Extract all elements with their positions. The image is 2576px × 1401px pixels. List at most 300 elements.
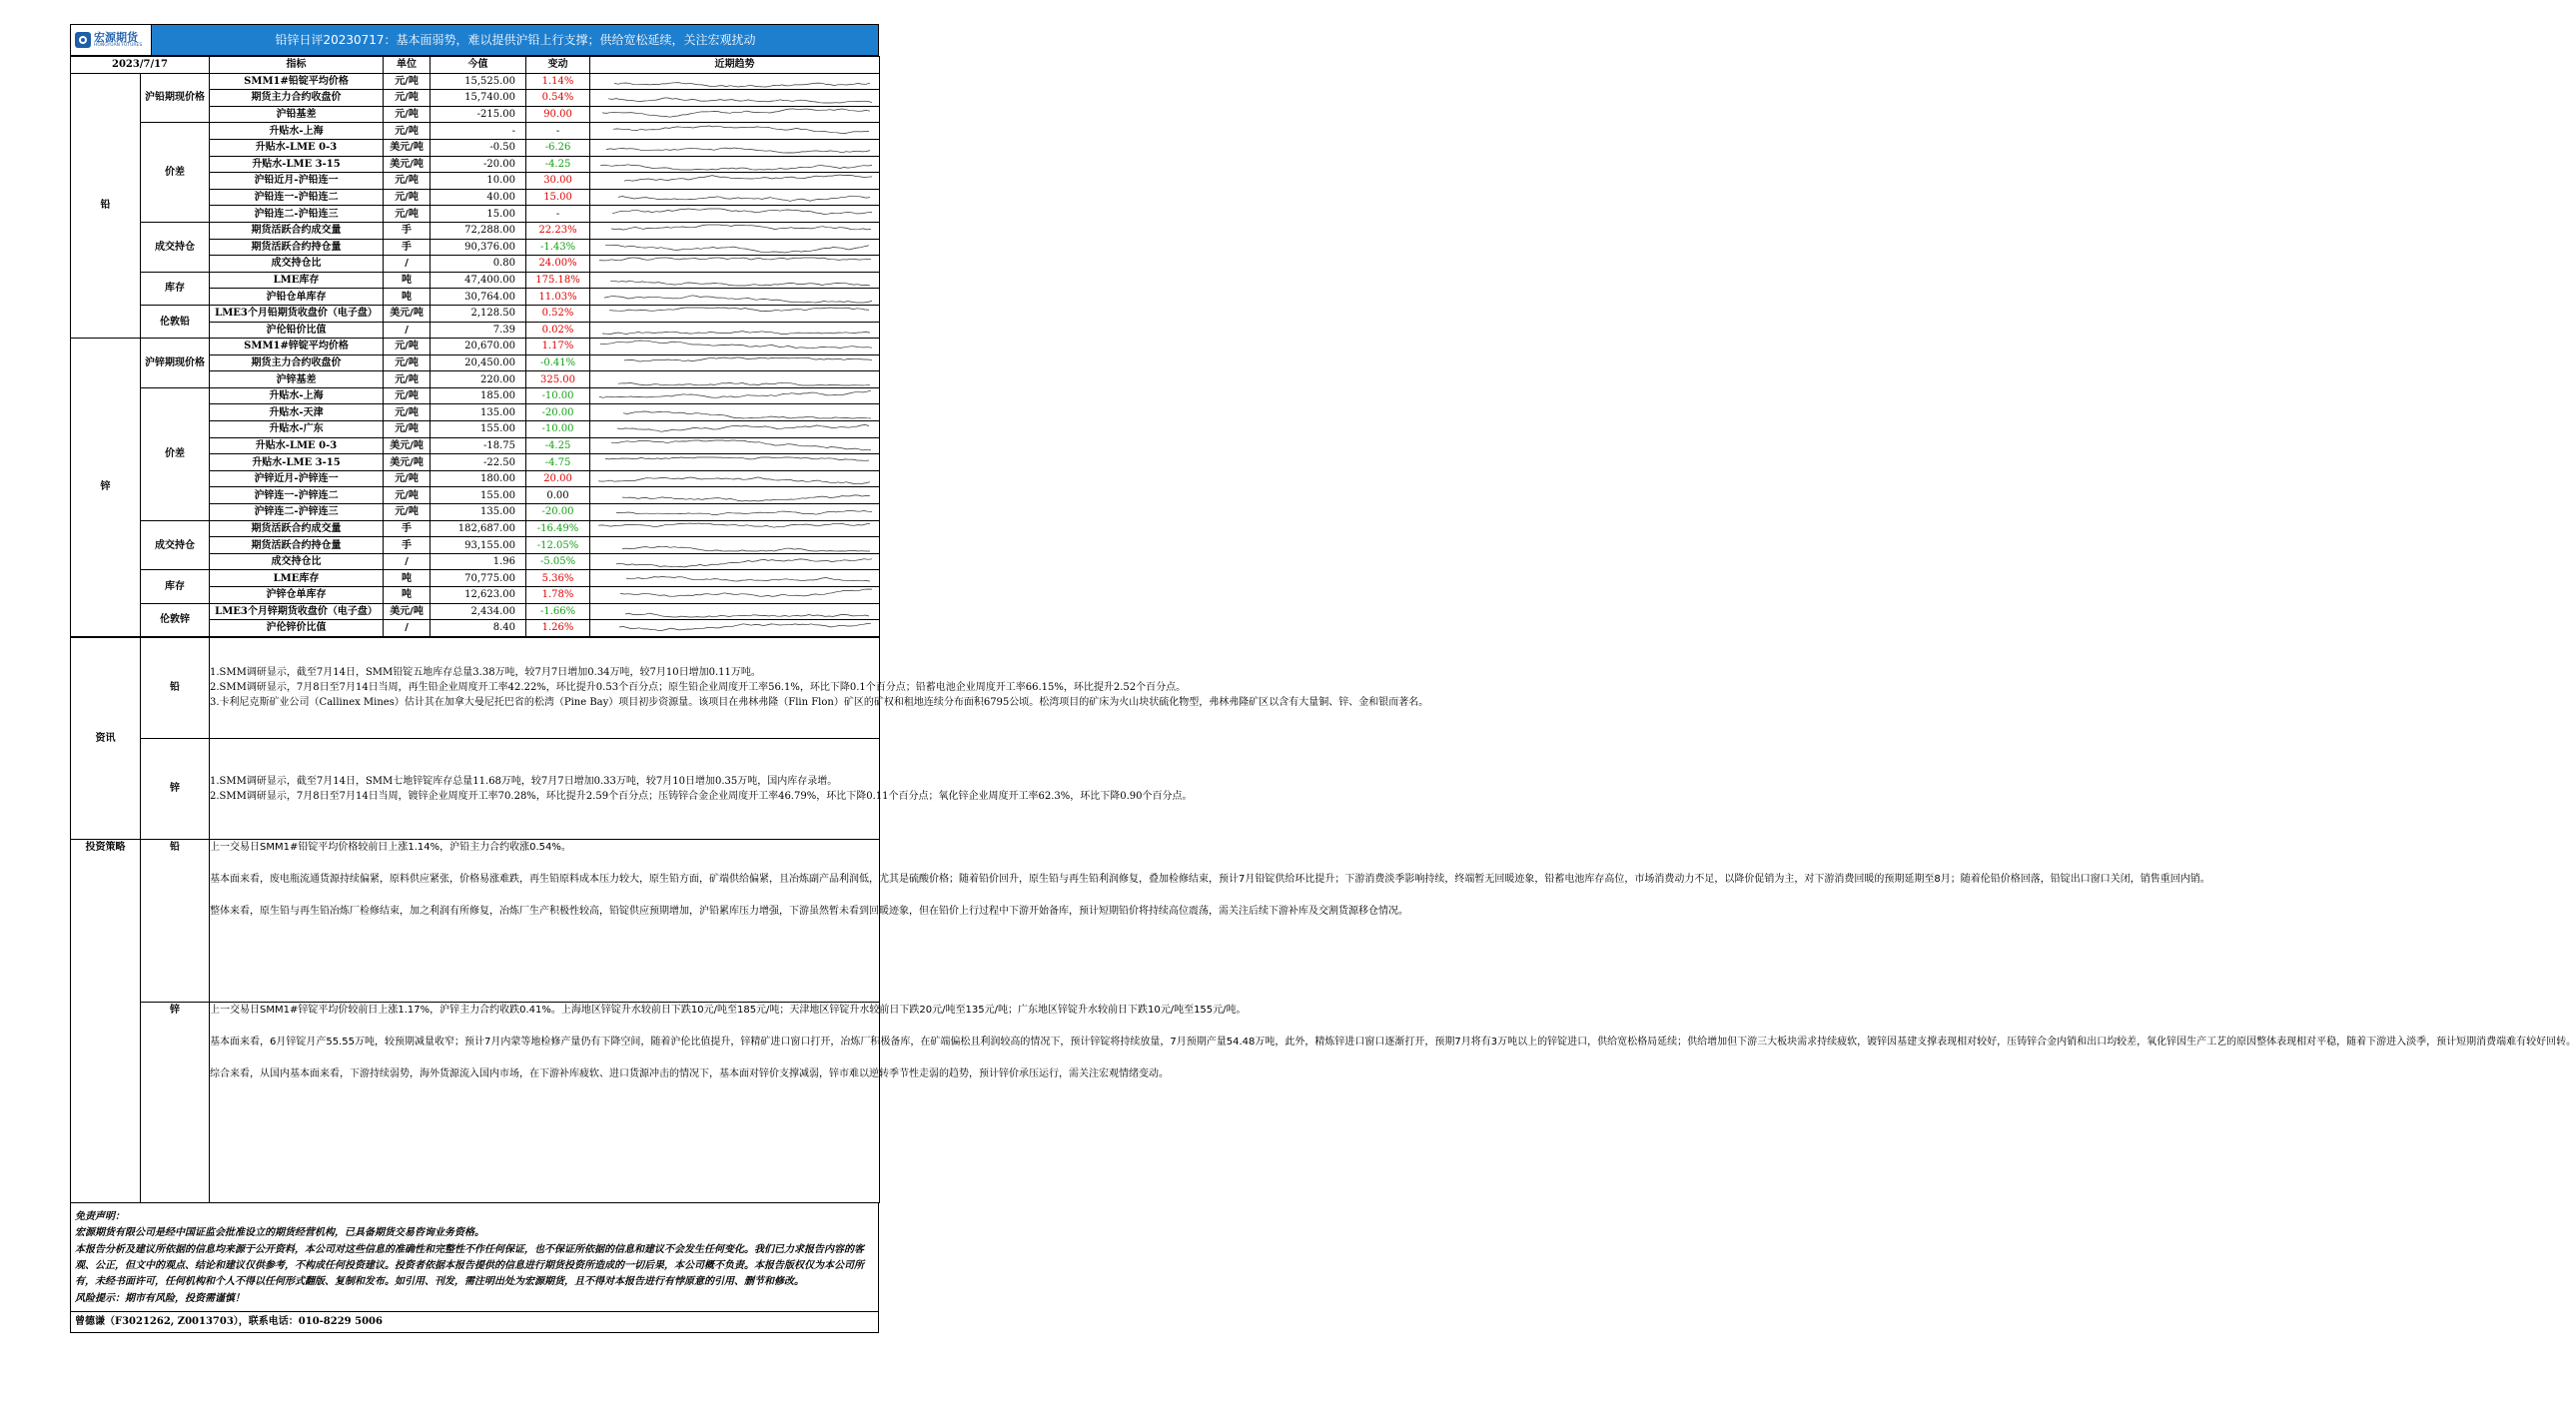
sparkline-svg	[590, 339, 880, 353]
news-metal-label: 铅	[141, 637, 210, 738]
report-page	[70, 24, 2576, 1333]
news-metal-label: 锌	[141, 738, 210, 839]
news-paragraph: 3.卡利尼克斯矿业公司（Callinex Mines）估计其在加拿大曼尼托巴省的松湾（Pine Bay）项目初步资源量。该项目在弗林弗隆（Flin Flon）矿区的矿权和租地连续分布面积6795公顷。松湾项目的矿床为火山块状硫化物型，弗林弗隆矿区以含有大量铜、锌、金和银而著名。	[210, 697, 1429, 709]
sparkline-path	[623, 411, 871, 418]
change-value: -20.00	[526, 504, 590, 521]
indicator-name: 沪锌基差	[210, 371, 384, 388]
current-value: 70,775.00	[430, 570, 526, 587]
unit: /	[384, 553, 430, 570]
current-value: 90,376.00	[430, 239, 526, 256]
trend-sparkline	[590, 339, 880, 355]
trend-sparkline	[590, 73, 880, 90]
trend-sparkline	[590, 487, 880, 504]
trend-sparkline	[590, 587, 880, 604]
analyst-contact: 曾德谦（F3021262, Z0013703），联系电话：010-8229 5006	[70, 1312, 879, 1333]
table-row	[71, 305, 880, 322]
col-trend: 近期趋势	[590, 57, 880, 74]
indicator-name: LME3个月铅期货收盘价（电子盘）	[210, 305, 384, 322]
indicator-name: 升贴水-天津	[210, 404, 384, 421]
text-table	[70, 637, 2576, 1203]
unit: 元/吨	[384, 487, 430, 504]
current-value: 155.00	[430, 487, 526, 504]
trend-sparkline	[590, 156, 880, 173]
sparkline-svg	[590, 405, 880, 420]
trend-sparkline	[590, 206, 880, 223]
current-value: -215.00	[430, 106, 526, 123]
strategy-metal-label: 锌	[141, 1002, 210, 1202]
change-value: -6.26	[526, 139, 590, 156]
current-value: 40.00	[430, 189, 526, 206]
strategy-metal-label: 铅	[141, 839, 210, 1002]
current-value: 15.00	[430, 206, 526, 223]
change-value: -16.49%	[526, 520, 590, 537]
indicator-name: 沪锌连二-沪锌连三	[210, 504, 384, 521]
strategy-row	[71, 1002, 880, 1202]
indicator-name: 期货主力合约收盘价	[210, 90, 384, 107]
sparkline-path	[620, 589, 872, 596]
change-value: 325.00	[526, 371, 590, 388]
sparkline-svg	[590, 554, 880, 569]
sparkline-path	[599, 258, 871, 261]
indicator-name: 沪锌近月-沪锌连一	[210, 470, 384, 487]
sparkline-path	[606, 148, 870, 153]
indicator-name: 沪铅连一-沪铅连二	[210, 189, 384, 206]
sparkline-svg	[590, 240, 880, 255]
sparkline-svg	[590, 455, 880, 470]
trend-sparkline	[590, 189, 880, 206]
trend-sparkline	[590, 371, 880, 388]
current-value: -	[430, 123, 526, 140]
trend-sparkline	[590, 106, 880, 123]
table-header-row	[71, 57, 880, 74]
change-value: -4.25	[526, 437, 590, 454]
indicator-name: 沪铅近月-沪铅连一	[210, 173, 384, 190]
unit: 元/吨	[384, 504, 430, 521]
sparkline-svg	[590, 323, 880, 338]
unit: 手	[384, 239, 430, 256]
change-value: -10.00	[526, 387, 590, 404]
sparkline-path	[626, 576, 870, 581]
unit: /	[384, 620, 430, 637]
indicator-name: 升贴水-广东	[210, 421, 384, 438]
group-label: 伦敦铅	[141, 305, 210, 338]
col-change: 变动	[526, 57, 590, 74]
trend-sparkline	[590, 437, 880, 454]
metal-category: 锌	[71, 339, 141, 637]
current-value: 2,434.00	[430, 603, 526, 620]
group-label: 库存	[141, 570, 210, 603]
unit: 手	[384, 222, 430, 239]
sparkline-svg	[590, 223, 880, 238]
sparkline-path	[602, 331, 870, 334]
sparkline-path	[619, 624, 871, 631]
unit: 美元/吨	[384, 437, 430, 454]
indicator-name: 期货活跃合约成交量	[210, 520, 384, 537]
report-header	[70, 24, 879, 56]
market-data-table	[70, 56, 880, 637]
report-title: 铅锌日评20230717：基本面弱势，难以提供沪铅上行支撑；供给宽松延续，关注宏观扰动	[275, 33, 756, 47]
current-value: -22.50	[430, 454, 526, 471]
change-value: 0.02%	[526, 322, 590, 339]
trend-sparkline	[590, 123, 880, 140]
change-value: 15.00	[526, 189, 590, 206]
news-paragraph: 2.SMM调研显示，7月8日至7月14日当周，再生铅企业周度开工率42.22%，环比提升0.53个百分点；原生铅企业周度开工率56.1%，环比下降0.1个百分点；铅蓄电池企业周度开工率66.15%，环比提升2.52个百分点。	[210, 682, 1187, 694]
trend-sparkline	[590, 404, 880, 421]
sparkline-svg	[590, 504, 880, 519]
strategy-paragraph: 基本面来看，废电瓶流通货源持续偏紧，原料供应紧张，价格易涨难跌，再生铅原料成本压力较大，原生铅方面，矿端供给偏紧，且冶炼副产品利润低，尤其是硫酸价格；随着铅价回升，原生铅与再生铅利润修复，叠加检修结束，预计7月铅锭供给环比提升；下游消费淡季影响持续，终端暂无回暖迹象，铅蓄电池库存高位，市场消费动力不足，以降价促销为主，对下游消费回暖的预期延期至8月；随着伦铅价格回落，铅锭出口窗口关闭，销售重回内销。	[210, 873, 2210, 885]
unit: /	[384, 256, 430, 273]
indicator-name: 期货活跃合约持仓量	[210, 239, 384, 256]
news-text	[210, 738, 1193, 839]
indicator-name: 升贴水-LME 0-3	[210, 139, 384, 156]
sparkline-path	[618, 196, 870, 201]
indicator-name: 沪锌连一-沪锌连二	[210, 487, 384, 504]
current-value: 185.00	[430, 387, 526, 404]
change-value: -	[526, 206, 590, 223]
trend-sparkline	[590, 354, 880, 371]
group-label: 伦敦锌	[141, 603, 210, 636]
indicator-name: 期货活跃合约成交量	[210, 222, 384, 239]
sparkline-svg	[590, 290, 880, 305]
change-value: -20.00	[526, 404, 590, 421]
strategy-paragraph: 上一交易日SMM1#锌锭平均价较前日上涨1.17%，沪锌主力合约收跌0.41%。上海地区锌锭升水较前日下跌10元/吨至185元/吨；天津地区锌锭升水较前日下跌20元/吨至135元/吨；广东地区锌锭升水较前日下跌10元/吨至155元/吨。	[210, 1004, 1247, 1016]
unit: 元/吨	[384, 73, 430, 90]
news-text	[210, 637, 1429, 738]
unit: 元/吨	[384, 90, 430, 107]
current-value: 15,525.00	[430, 73, 526, 90]
change-value: 0.54%	[526, 90, 590, 107]
indicator-name: 沪锌仓单库存	[210, 587, 384, 604]
sparkline-path	[616, 511, 872, 515]
current-value: 30,764.00	[430, 289, 526, 306]
change-value: -1.43%	[526, 239, 590, 256]
sparkline-path	[617, 425, 869, 432]
change-value: -	[526, 123, 590, 140]
indicator-name: 沪伦铅价比值	[210, 322, 384, 339]
change-value: 0.00	[526, 487, 590, 504]
current-value: 12,623.00	[430, 587, 526, 604]
trend-sparkline	[590, 504, 880, 521]
current-value: 20,450.00	[430, 354, 526, 371]
current-value: -0.50	[430, 139, 526, 156]
current-value: -20.00	[430, 156, 526, 173]
sparkline-svg	[590, 604, 880, 619]
sparkline-path	[600, 341, 872, 349]
indicator-name: 成交持仓比	[210, 256, 384, 273]
trend-sparkline	[590, 173, 880, 190]
group-label: 价差	[141, 123, 210, 223]
change-value: 11.03%	[526, 289, 590, 306]
indicator-name: 成交持仓比	[210, 553, 384, 570]
sparkline-svg	[590, 388, 880, 403]
sparkline-path	[624, 357, 872, 361]
current-value: 220.00	[430, 371, 526, 388]
change-value: 20.00	[526, 470, 590, 487]
logo-cn: 宏源期货	[94, 30, 138, 44]
table-row	[71, 272, 880, 289]
col-unit: 单位	[384, 57, 430, 74]
trend-sparkline	[590, 421, 880, 438]
indicator-name: SMM1#锌锭平均价格	[210, 339, 384, 355]
sparkline-path	[622, 495, 870, 501]
trend-sparkline	[590, 256, 880, 273]
current-value: 1.96	[430, 553, 526, 570]
sparkline-svg	[590, 173, 880, 188]
unit: 元/吨	[384, 421, 430, 438]
group-label: 成交持仓	[141, 222, 210, 272]
news-row	[71, 738, 880, 839]
sparkline-path	[613, 126, 869, 134]
table-row	[71, 123, 880, 140]
change-value: 5.36%	[526, 570, 590, 587]
strategy-label: 投资策略	[71, 839, 141, 1202]
sparkline-svg	[590, 273, 880, 288]
sparkline-svg	[590, 157, 880, 172]
table-row	[71, 570, 880, 587]
sparkline-path	[614, 82, 870, 86]
change-value: -1.66%	[526, 603, 590, 620]
sparkline-path	[604, 295, 872, 302]
unit: 手	[384, 520, 430, 537]
indicator-name: 沪铅仓单库存	[210, 289, 384, 306]
strategy-paragraph: 整体来看，原生铅与再生铅冶炼厂检修结束，加之利润有所修复，冶炼厂生产积极性较高，铅锭供应预期增加，沪铅累库压力增强，下游虽然暂未看到回暖迹象，但在铅价上行过程中下游开始备库，预计短期铅价将持续高位震荡，需关注后续下游补库及交割货源移仓情况。	[210, 905, 1408, 917]
sparkline-path	[616, 559, 872, 567]
metal-category: 铅	[71, 73, 141, 339]
current-value: 93,155.00	[430, 537, 526, 554]
unit: 吨	[384, 289, 430, 306]
sparkline-svg	[590, 124, 880, 139]
unit: /	[384, 322, 430, 339]
disclaimer-paragraph: 宏源期货有限公司是经中国证监会批准设立的期货经营机构，已具备期货交易咨询业务资格。	[75, 1227, 484, 1239]
unit: 美元/吨	[384, 156, 430, 173]
trend-sparkline	[590, 289, 880, 306]
strategy-paragraph: 上一交易日SMM1#铅锭平均价格较前日上涨1.14%，沪铅主力合约收涨0.54%。	[210, 841, 571, 853]
indicator-name: 沪铅连二-沪铅连三	[210, 206, 384, 223]
group-label: 沪铅期现价格	[141, 73, 210, 123]
news-paragraph: 2.SMM调研显示，7月8日至7月14日当周，镀锌企业周度开工率70.28%，环比提升2.59个百分点；压铸锌合金企业周度开工率46.79%，环比下降0.11个百分点；氧化锌企业周度开工率62.3%，环比下降0.90个百分点。	[210, 790, 1193, 802]
change-value: 1.26%	[526, 620, 590, 637]
unit: 元/吨	[384, 123, 430, 140]
current-value: 135.00	[430, 404, 526, 421]
sparkline-path	[610, 281, 870, 286]
trend-sparkline	[590, 322, 880, 339]
unit: 美元/吨	[384, 603, 430, 620]
strategy-paragraph: 综合来看，从国内基本面来看，下游持续弱势，海外货源流入国内市场，在下游补库疲软、进口货源冲击的情况下，基本面对锌价支撑减弱，锌市难以逆转季节性走弱的趋势，预计锌价承压运行，需关注宏观情绪变动。	[210, 1067, 1169, 1079]
sparkline-path	[618, 382, 870, 385]
sparkline-path	[600, 165, 872, 170]
sparkline-path	[624, 175, 872, 181]
indicator-name: SMM1#铅锭平均价格	[210, 73, 384, 90]
indicator-name: 沪伦锌价比值	[210, 620, 384, 637]
company-logo	[71, 25, 152, 55]
sparkline-svg	[590, 587, 880, 602]
current-value: 10.00	[430, 173, 526, 190]
unit: 元/吨	[384, 371, 430, 388]
unit: 元/吨	[384, 470, 430, 487]
unit: 吨	[384, 570, 430, 587]
change-value: -4.25	[526, 156, 590, 173]
unit: 美元/吨	[384, 454, 430, 471]
sparkline-svg	[590, 538, 880, 553]
sparkline-svg	[590, 207, 880, 222]
disclaimer	[70, 1203, 879, 1312]
group-label: 库存	[141, 272, 210, 305]
group-label: 沪锌期现价格	[141, 339, 210, 388]
sparkline-path	[598, 523, 870, 527]
unit: 吨	[384, 272, 430, 289]
sparkline-path	[609, 308, 869, 312]
strategy-row	[71, 839, 880, 1002]
indicator-name: LME库存	[210, 272, 384, 289]
sparkline-svg	[590, 256, 880, 271]
col-indicator: 指标	[210, 57, 384, 74]
sparkline-svg	[590, 438, 880, 453]
unit: 元/吨	[384, 106, 430, 123]
current-value: 7.39	[430, 322, 526, 339]
indicator-name: LME库存	[210, 570, 384, 587]
sparkline-svg	[590, 571, 880, 586]
indicator-name: 升贴水-上海	[210, 387, 384, 404]
sparkline-path	[599, 390, 871, 397]
change-value: 1.17%	[526, 339, 590, 355]
trend-sparkline	[590, 537, 880, 554]
change-value: 1.14%	[526, 73, 590, 90]
disclaimer-paragraph: 本报告分析及建议所依据的信息均来源于公开资料，本公司对这些信息的准确性和完整性不作任何保证，也不保证所依据的信息和建议不会发生任何变化。我们已力求报告内容的客观、公正，但文中的观点、结论和建议仅供参考，不构成任何投资建议。投资者依据本报告提供的信息进行期货投资所造成的一切后果，本公司概不负责。本报告版权仅为本公司所有，未经书面许可，任何机构和个人不得以任何形式翻版、复制和发布。如引用、刊发，需注明出处为宏源期货，且不得对本报告进行有悖原意的引用、删节和修改。	[75, 1243, 864, 1288]
strategy-paragraph: 基本面来看，6月锌锭月产55.55万吨，较预期减量收窄；预计7月内蒙等地检修产量仍有下降空间，随着沪伦比值提升，锌精矿进口窗口打开，冶炼厂积极备库，在矿端偏松且利润较高的情况下，预计锌锭将持续放量，7月预期产量54.48万吨，此外，精炼锌进口窗口逐渐打开，预期7月将有3万吨以上的锌锭进口，供给宽松格局延续；供给增加但下游三大板块需求持续疲软，镀锌因基建支撑表现相对较好，压铸锌合金内销和出口均较差，氧化锌因生产工艺的原因整体表现相对平稳，随着下游进入淡季，预计短期消费端难有较好回转。	[210, 1036, 2576, 1048]
current-value: 15,740.00	[430, 90, 526, 107]
current-value: 2,128.50	[430, 305, 526, 322]
sparkline-path	[605, 457, 869, 460]
strategy-text	[210, 839, 2210, 1002]
indicator-name: 期货主力合约收盘价	[210, 354, 384, 371]
sparkline-svg	[590, 140, 880, 155]
sparkline-path	[611, 440, 871, 450]
indicator-name: 升贴水-LME 3-15	[210, 454, 384, 471]
indicator-name: LME3个月锌期货收盘价（电子盘）	[210, 603, 384, 620]
change-value: 24.00%	[526, 256, 590, 273]
table-row	[71, 73, 880, 90]
sparkline-svg	[590, 488, 880, 503]
sparkline-path	[605, 245, 869, 253]
change-value: -5.05%	[526, 553, 590, 570]
sparkline-path	[598, 477, 870, 484]
unit: 吨	[384, 587, 430, 604]
trend-sparkline	[590, 222, 880, 239]
current-value: 135.00	[430, 504, 526, 521]
indicator-name: 期货活跃合约持仓量	[210, 537, 384, 554]
unit: 元/吨	[384, 354, 430, 371]
news-label: 资讯	[71, 637, 141, 839]
current-value: 8.40	[430, 620, 526, 637]
trend-sparkline	[590, 239, 880, 256]
sparkline-svg	[590, 471, 880, 486]
sparkline-path	[602, 109, 870, 117]
sparkline-svg	[590, 421, 880, 436]
sparkline-svg	[590, 521, 880, 536]
change-value: -4.75	[526, 454, 590, 471]
group-label: 价差	[141, 387, 210, 520]
disclaimer-paragraph: 免责声明：	[75, 1210, 125, 1222]
table-row	[71, 339, 880, 355]
current-value: 47,400.00	[430, 272, 526, 289]
change-value: -12.05%	[526, 537, 590, 554]
indicator-name: 升贴水-LME 3-15	[210, 156, 384, 173]
change-value: 175.18%	[526, 272, 590, 289]
trend-sparkline	[590, 620, 880, 637]
sparkline-path	[612, 209, 872, 215]
unit: 元/吨	[384, 404, 430, 421]
trend-sparkline	[590, 387, 880, 404]
sparkline-svg	[590, 190, 880, 205]
indicator-name: 升贴水-LME 0-3	[210, 437, 384, 454]
trend-sparkline	[590, 553, 880, 570]
current-value: 182,687.00	[430, 520, 526, 537]
sparkline-svg	[590, 90, 880, 105]
unit: 元/吨	[384, 339, 430, 355]
trend-sparkline	[590, 305, 880, 322]
unit: 美元/吨	[384, 305, 430, 322]
logo-mark-icon	[75, 32, 91, 48]
sparkline-path	[611, 225, 871, 230]
unit: 美元/吨	[384, 139, 430, 156]
sparkline-svg	[590, 107, 880, 122]
current-value: 0.80	[430, 256, 526, 273]
trend-sparkline	[590, 454, 880, 471]
sparkline-svg	[590, 355, 880, 370]
sparkline-path	[625, 613, 869, 617]
change-value: -0.41%	[526, 354, 590, 371]
table-row	[71, 603, 880, 620]
disclaimer-paragraph: 风险提示：期市有风险，投资需谨慎！	[75, 1292, 245, 1304]
trend-sparkline	[590, 570, 880, 587]
report-date: 2023/7/17	[71, 57, 210, 74]
sparkline-svg	[590, 620, 880, 635]
unit: 元/吨	[384, 387, 430, 404]
current-value: 72,288.00	[430, 222, 526, 239]
trend-sparkline	[590, 272, 880, 289]
trend-sparkline	[590, 139, 880, 156]
current-value: -18.75	[430, 437, 526, 454]
unit: 元/吨	[384, 189, 430, 206]
change-value: -10.00	[526, 421, 590, 438]
current-value: 20,670.00	[430, 339, 526, 355]
change-value: 0.52%	[526, 305, 590, 322]
trend-sparkline	[590, 90, 880, 107]
current-value: 180.00	[430, 470, 526, 487]
current-value: 155.00	[430, 421, 526, 438]
news-row	[71, 637, 880, 738]
table-row	[71, 520, 880, 537]
trend-sparkline	[590, 603, 880, 620]
change-value: 30.00	[526, 173, 590, 190]
trend-sparkline	[590, 520, 880, 537]
table-row	[71, 222, 880, 239]
trend-sparkline	[590, 470, 880, 487]
sparkline-svg	[590, 372, 880, 387]
indicator-name: 沪铅基差	[210, 106, 384, 123]
strategy-text	[210, 1002, 2576, 1202]
unit: 手	[384, 537, 430, 554]
sparkline-path	[608, 98, 872, 103]
news-paragraph: 1.SMM调研显示，截至7月14日，SMM铅锭五地库存总量3.38万吨，较7月7日增加0.34万吨，较7月10日增加0.11万吨。	[210, 667, 761, 679]
logo-en: HONGYUAN FUTURES	[94, 42, 143, 48]
change-value: 22.23%	[526, 222, 590, 239]
unit: 元/吨	[384, 173, 430, 190]
news-paragraph: 1.SMM调研显示，截至7月14日，SMM七地锌锭库存总量11.68万吨，较7月7日增加0.33万吨，较7月10日增加0.35万吨，国内库存录增。	[210, 775, 838, 787]
sparkline-path	[622, 546, 870, 551]
indicator-name: 升贴水-上海	[210, 123, 384, 140]
sparkline-svg	[590, 306, 880, 321]
